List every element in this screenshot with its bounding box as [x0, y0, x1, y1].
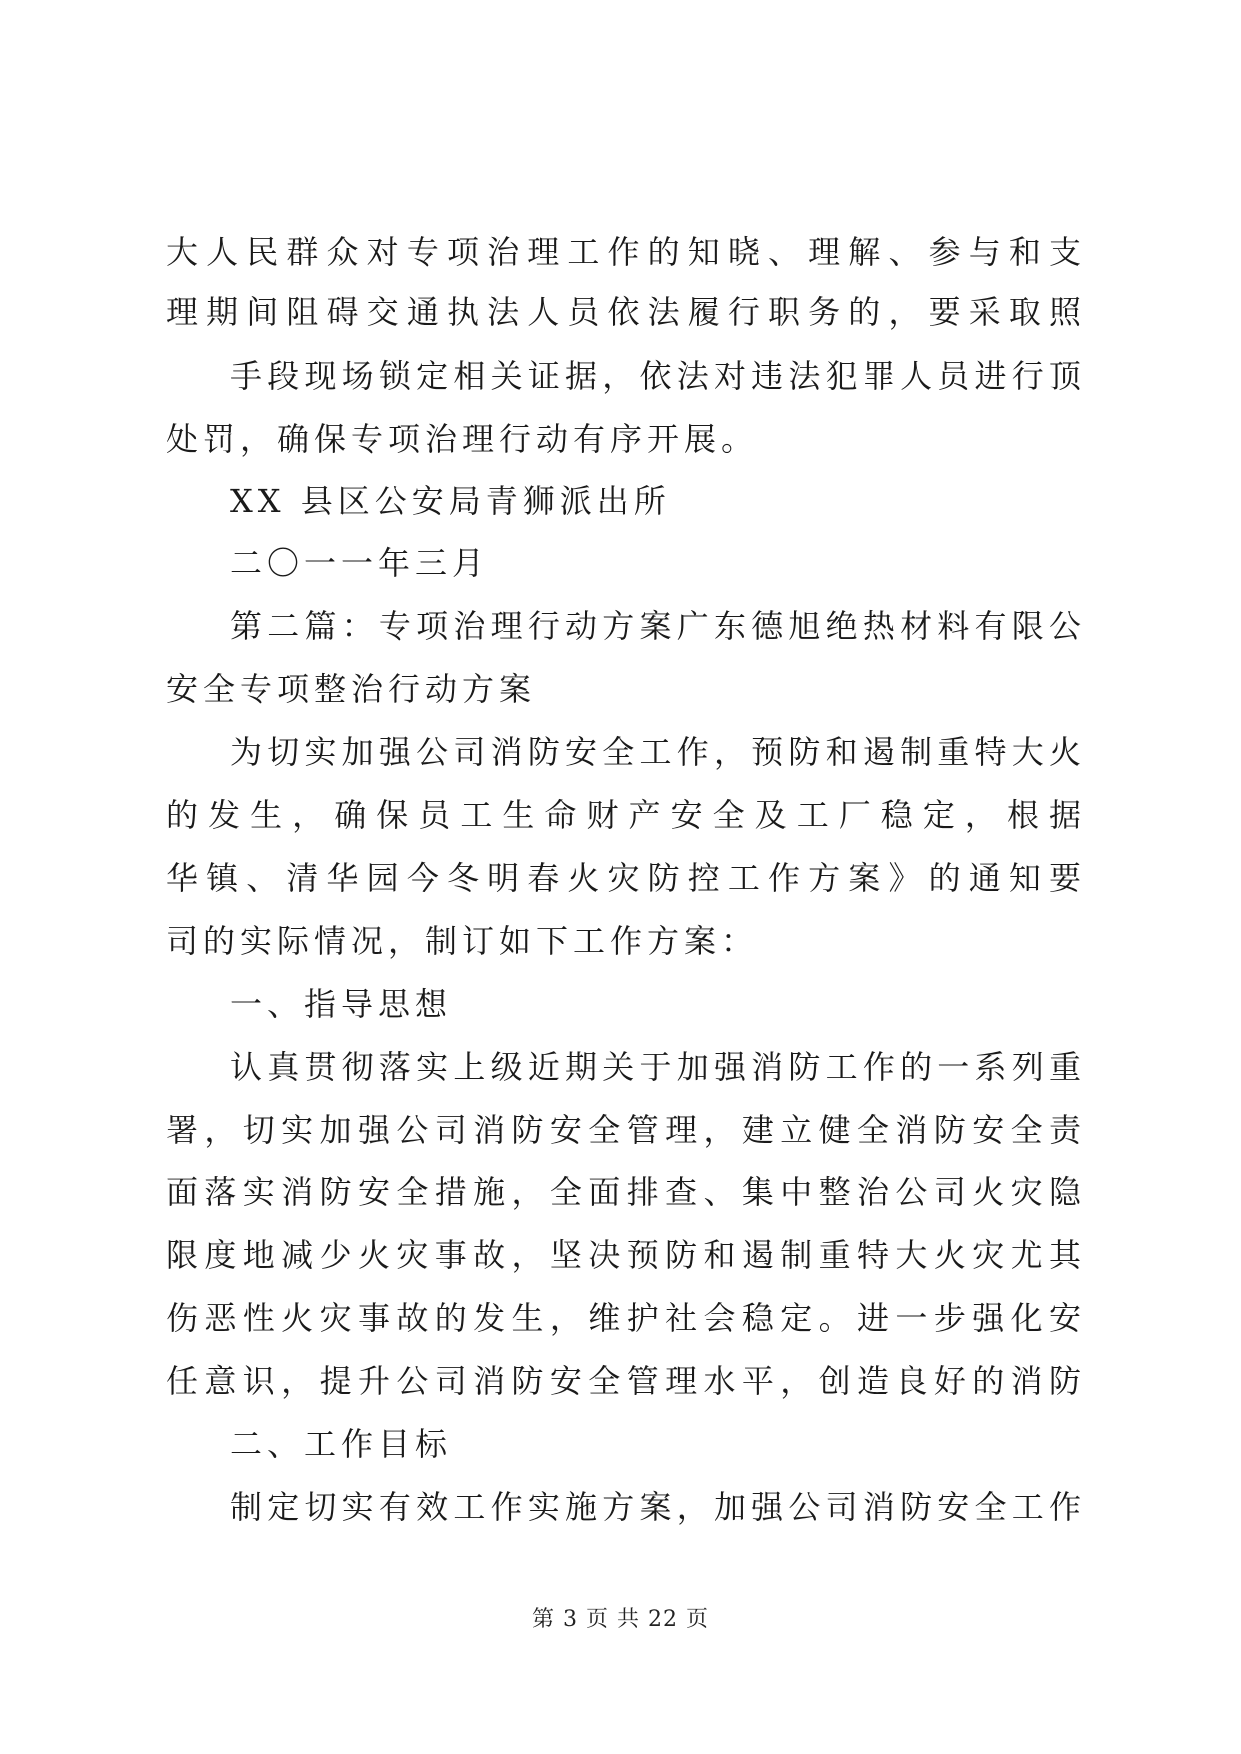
text-line: 处罚，确保专项治理行动有序开展。 — [166, 420, 759, 458]
text-line: 华镇、清华园今冬明春火灾防控工作方案》的通知要 — [166, 859, 1086, 897]
text-line: 司的实际情况，制订如下工作方案： — [166, 922, 759, 960]
text-line: 认真贯彻落实上级近期关于加强消防工作的一系列重 — [230, 1048, 1086, 1086]
text-line: 为切实加强公司消防安全工作，预防和遏制重特大火 — [230, 733, 1086, 771]
text-line: 任意识，提升公司消防安全管理水平，创造良好的消防 — [166, 1362, 1086, 1400]
text-line: 限度地减少火灾事故，坚决预防和遏制重特大火灾尤其 — [166, 1236, 1086, 1274]
text-line: 理期间阻碍交通执法人员依法履行职务的，要采取照 — [166, 293, 1086, 331]
text-line: 伤恶性火灾事故的发生，维护社会稳定。进一步强化安 — [166, 1299, 1086, 1337]
text-line: 的发生，确保员工生命财产安全及工厂稳定，根据 — [166, 796, 1086, 834]
text-line: 二〇一一年三月 — [230, 544, 490, 582]
subheading: 一、指导思想 — [230, 985, 453, 1023]
section-heading: 安全专项整治行动方案 — [166, 670, 537, 708]
text-line: XX 县区公安局青狮派出所 — [230, 482, 671, 520]
text-line: 制定切实有效工作实施方案，加强公司消防安全工作 — [230, 1488, 1086, 1526]
text-line: 大人民群众对专项治理工作的知晓、理解、参与和支 — [166, 233, 1086, 271]
subheading: 二、工作目标 — [230, 1425, 453, 1463]
section-heading: 第二篇：专项治理行动方案广东德旭绝热材料有限公 — [230, 607, 1086, 645]
text-line: 手段现场锁定相关证据，依法对违法犯罪人员进行顶 — [230, 357, 1086, 395]
text-line: 署，切实加强公司消防安全管理，建立健全消防安全责 — [166, 1111, 1086, 1149]
page-footer: 第 3 页 共 22 页 — [532, 1607, 709, 1632]
text-line: 面落实消防安全措施，全面排查、集中整治公司火灾隐 — [166, 1173, 1086, 1211]
